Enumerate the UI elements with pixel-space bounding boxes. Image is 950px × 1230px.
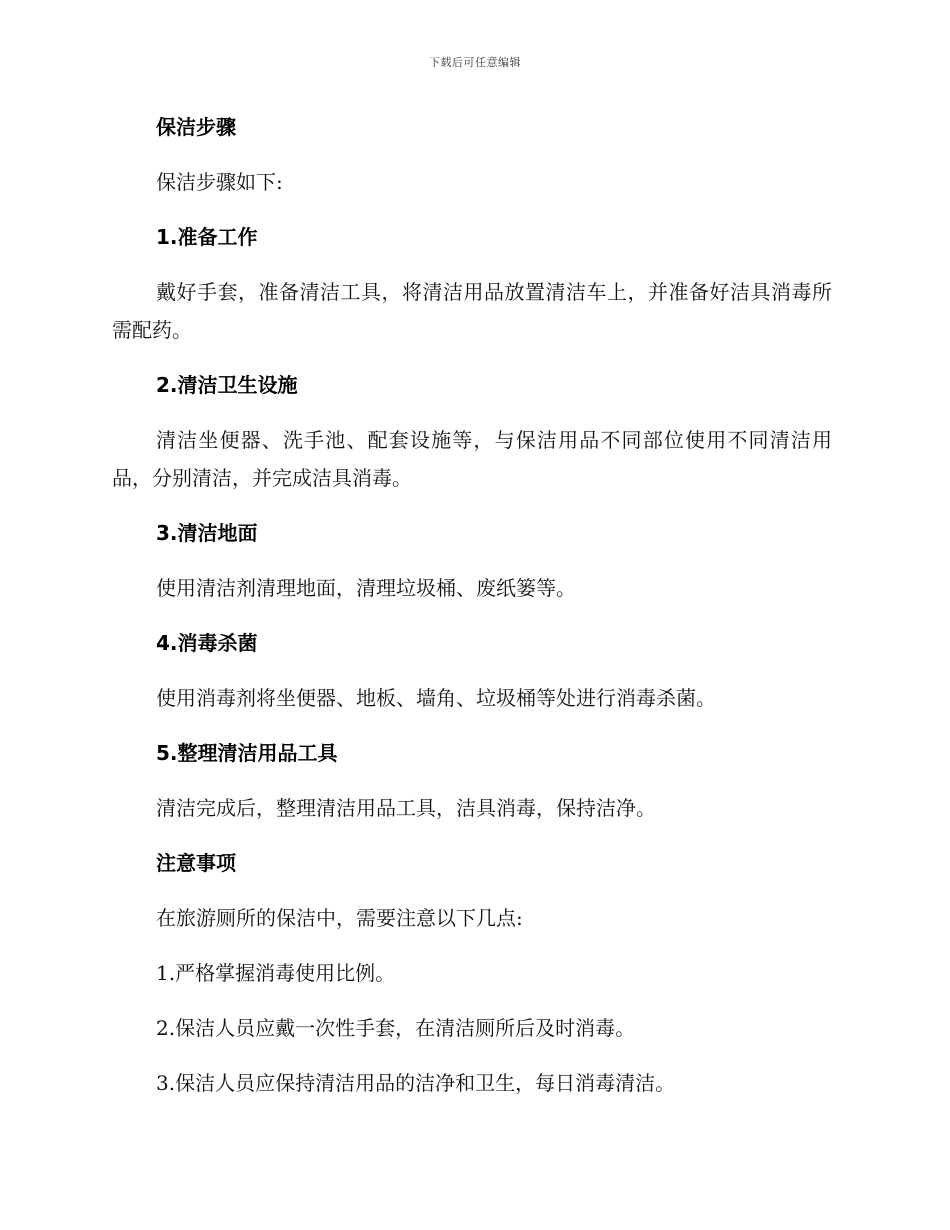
step-heading-5: 5.整理清洁用品工具 xyxy=(156,741,338,765)
step-heading-3: 3.清洁地面 xyxy=(156,521,258,545)
section-heading-cleaning-steps: 保洁步骤 xyxy=(156,115,236,139)
step-heading-1: 1.准备工作 xyxy=(156,225,258,249)
step-heading-4: 4.消毒杀菌 xyxy=(156,631,258,655)
notes-intro: 在旅游厕所的保洁中，需要注意以下几点: xyxy=(156,906,523,930)
note-item-1: 1.严格掌握消毒使用比例。 xyxy=(156,961,396,985)
step-heading-2: 2.清洁卫生设施 xyxy=(156,373,298,397)
document-body xyxy=(112,108,832,1119)
step-paragraph-1: 戴好手套，准备清洁工具，将清洁用品放置清洁车上，并准备好洁具消毒所需配药。 xyxy=(112,280,832,342)
step-paragraph-3: 使用清洁剂清理地面，清理垃圾桶、废纸篓等。 xyxy=(156,576,576,600)
header-note: 下载后可任意编辑 xyxy=(429,56,521,69)
step-paragraph-2: 清洁坐便器、洗手池、配套设施等，与保洁用品不同部位使用不同清洁用品，分别清洁，并完成洁具消毒。 xyxy=(112,428,832,490)
paragraph-intro: 保洁步骤如下: xyxy=(156,170,283,194)
note-item-3: 3.保洁人员应保持清洁用品的洁净和卫生，每日消毒清洁。 xyxy=(156,1071,676,1095)
step-paragraph-5: 清洁完成后，整理清洁用品工具，洁具消毒，保持洁净。 xyxy=(156,796,656,820)
section-heading-notes: 注意事项 xyxy=(156,851,236,875)
note-item-2: 2.保洁人员应戴一次性手套，在清洁厕所后及时消毒。 xyxy=(156,1016,636,1040)
step-paragraph-4: 使用消毒剂将坐便器、地板、墙角、垃圾桶等处进行消毒杀菌。 xyxy=(156,686,716,710)
